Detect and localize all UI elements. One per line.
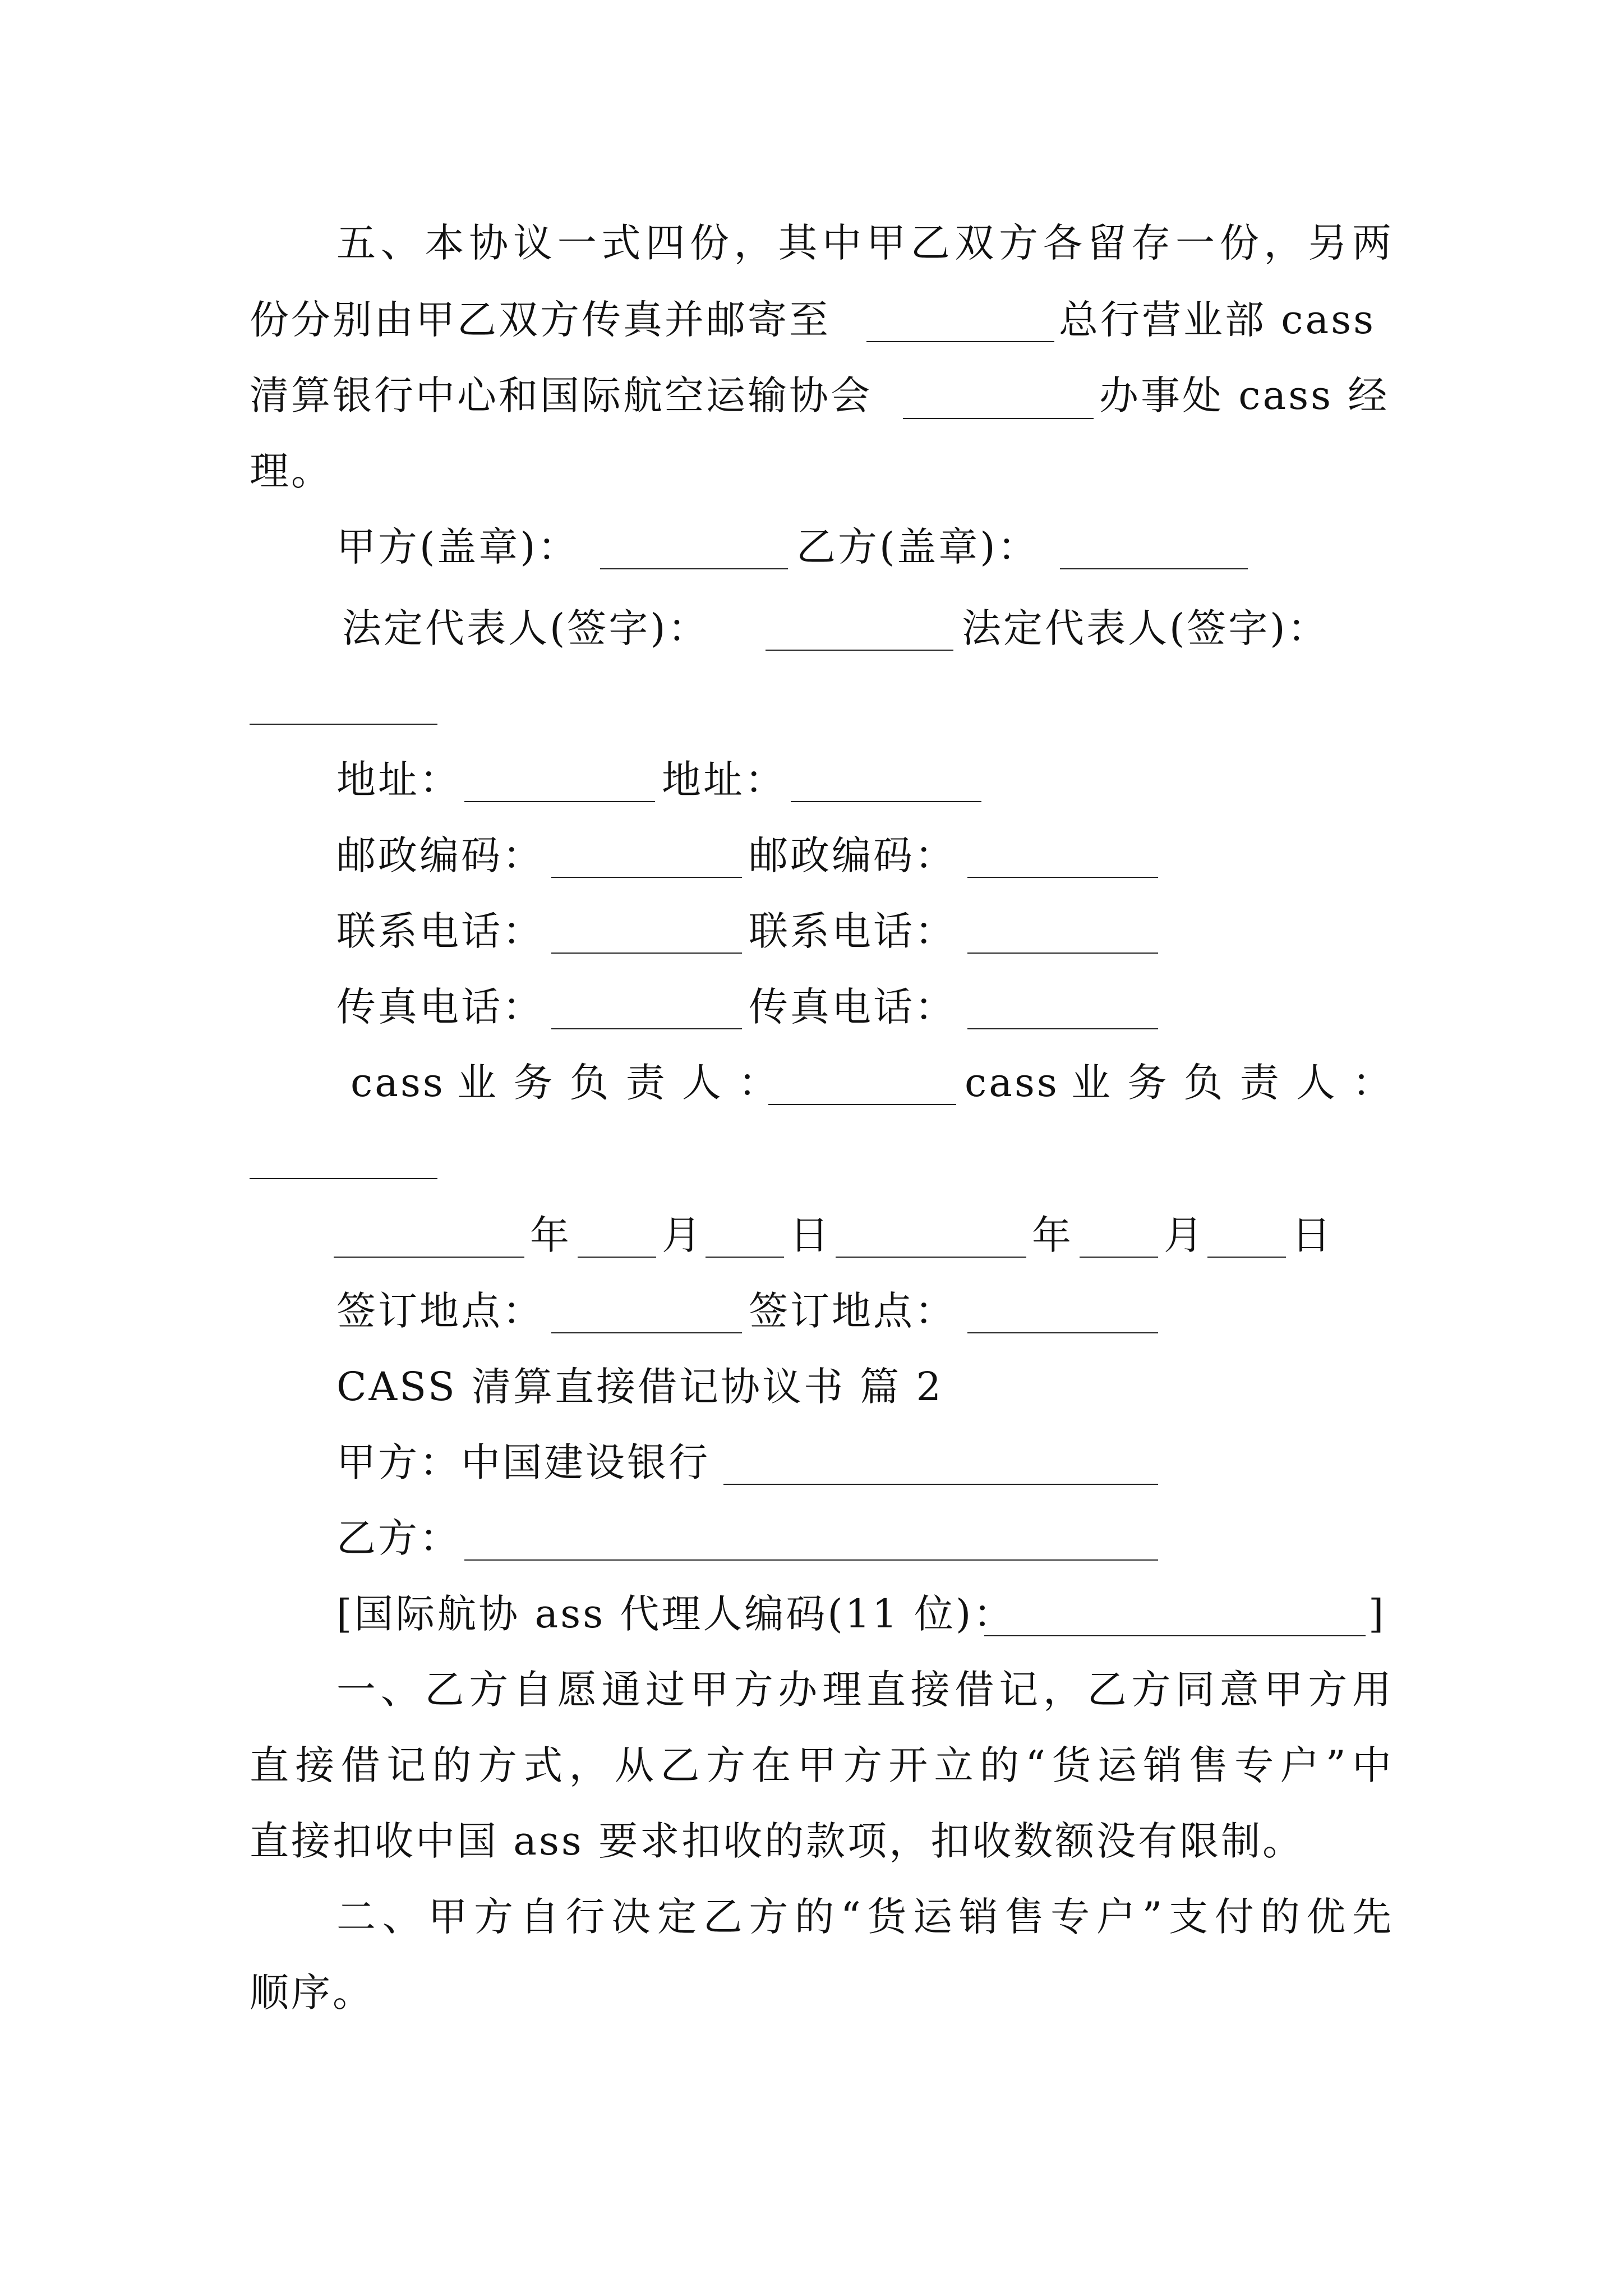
- blank-party-a-address: [464, 801, 655, 802]
- party-a-place-label: 签订地点：: [336, 1288, 544, 1334]
- party-b-day-label: 日: [1292, 1212, 1333, 1258]
- clause5-line2-text-b: 总行营业部 cass: [1059, 297, 1376, 343]
- party-a-fax-label: 传真电话：: [336, 984, 544, 1030]
- clause1-line1: 一、乙方自愿通过甲方办理直接借记，乙方同意甲方用: [336, 1667, 1394, 1713]
- party-a-cass-owner-label-2: 业 务 负 责 人 ：: [457, 1060, 780, 1106]
- blank-part2-party-a: [723, 1484, 1158, 1485]
- party-b-postcode-label: 邮政编码：: [749, 832, 956, 878]
- party-a-legal-rep-label: 法定代表人(签字)：: [342, 605, 709, 651]
- blank-party-b-seal: [1060, 568, 1248, 569]
- blank-party-b-place: [967, 1332, 1158, 1333]
- blank-agent-code: [984, 1635, 1366, 1636]
- blank-party-a-day: [706, 1257, 784, 1258]
- party-b-place-label: 签订地点：: [749, 1288, 956, 1334]
- party-a-seal-label: 甲方(盖章)：: [336, 524, 579, 570]
- part2-title: CASS 清算直接借记协议书 篇 2: [336, 1364, 944, 1410]
- clause2-line1: 二、甲方自行决定乙方的“货运销售专户”支付的优先: [336, 1894, 1394, 1940]
- party-a-phone-label: 联系电话：: [336, 908, 544, 954]
- clause5-line1: 五、本协议一式四份，其中甲乙双方各留存一份，另两: [336, 220, 1394, 266]
- party-b-phone-label: 联系电话：: [749, 908, 956, 954]
- blank-party-a-month: [578, 1257, 656, 1258]
- clause5-line3-text-b: 办事处 cass 经: [1099, 372, 1390, 418]
- blank-party-b-phone: [967, 953, 1158, 954]
- blank-party-a-postcode: [551, 877, 742, 878]
- part2-party-b: 乙方：: [336, 1515, 461, 1561]
- clause1-line3: 直接扣收中国 ass 要求扣收的款项，扣收数额没有限制。: [250, 1818, 1304, 1864]
- party-a-address-label: 地址：: [336, 757, 461, 803]
- party-b-year-label: 年: [1032, 1212, 1073, 1258]
- blank-part2-party-b: [464, 1559, 1158, 1561]
- party-a-day-label: 日: [790, 1212, 831, 1258]
- party-a-cass-owner-label-1: cass: [351, 1060, 445, 1106]
- blank-party-a-place: [551, 1332, 742, 1333]
- part2-agent-code-close: ]: [1368, 1591, 1386, 1637]
- party-b-legal-rep-label: 法定代表人(签字)：: [962, 605, 1329, 651]
- party-b-cass-owner-label-2: 业 务 负 责 人 ：: [1071, 1060, 1394, 1106]
- party-b-address-label: 地址：: [662, 757, 786, 803]
- blank-party-a-legal-rep: [766, 650, 953, 651]
- blank-party-a-seal: [600, 568, 788, 569]
- clause5-line2-text-a: 份分别由甲乙双方传真并邮寄至: [250, 297, 831, 343]
- blank-party-a-year: [334, 1257, 524, 1258]
- blank-party-b-month: [1080, 1257, 1158, 1258]
- blank-party-b-day: [1207, 1257, 1286, 1258]
- blank-party-b-address: [791, 801, 981, 802]
- blank-party-a-cass-owner: [768, 1104, 956, 1105]
- party-b-fax-label: 传真电话：: [749, 984, 956, 1030]
- clause5-line4: 理。: [250, 448, 333, 494]
- blank-iata-office: [903, 418, 1094, 419]
- party-b-cass-owner-label-1: cass: [965, 1060, 1059, 1106]
- party-b-month-label: 月: [1164, 1212, 1205, 1258]
- party-a-postcode-label: 邮政编码：: [336, 832, 544, 878]
- blank-party-b-cass-owner: [250, 1178, 437, 1179]
- blank-party-b-postcode: [967, 877, 1158, 878]
- clause2-line2: 顺序。: [250, 1970, 374, 2016]
- blank-bank-name: [866, 341, 1054, 342]
- part2-party-a: 甲方：中国建设银行: [336, 1439, 710, 1485]
- party-a-year-label: 年: [530, 1212, 571, 1258]
- party-a-month-label: 月: [662, 1212, 703, 1258]
- clause5-line3-text-a: 清算银行中心和国际航空运输协会: [250, 372, 872, 418]
- blank-party-b-fax: [967, 1028, 1158, 1029]
- part2-agent-code-label: [国际航协 ass 代理人编码(11 位)：: [336, 1591, 1015, 1637]
- clause1-line2: 直接借记的方式，从乙方在甲方开立的“货运销售专户”中: [250, 1742, 1394, 1788]
- blank-party-a-phone: [551, 953, 742, 954]
- party-b-seal-label: 乙方(盖章)：: [796, 524, 1039, 570]
- blank-party-b-year: [836, 1257, 1026, 1258]
- blank-party-a-fax: [551, 1028, 742, 1029]
- blank-party-b-legal-rep: [250, 724, 437, 725]
